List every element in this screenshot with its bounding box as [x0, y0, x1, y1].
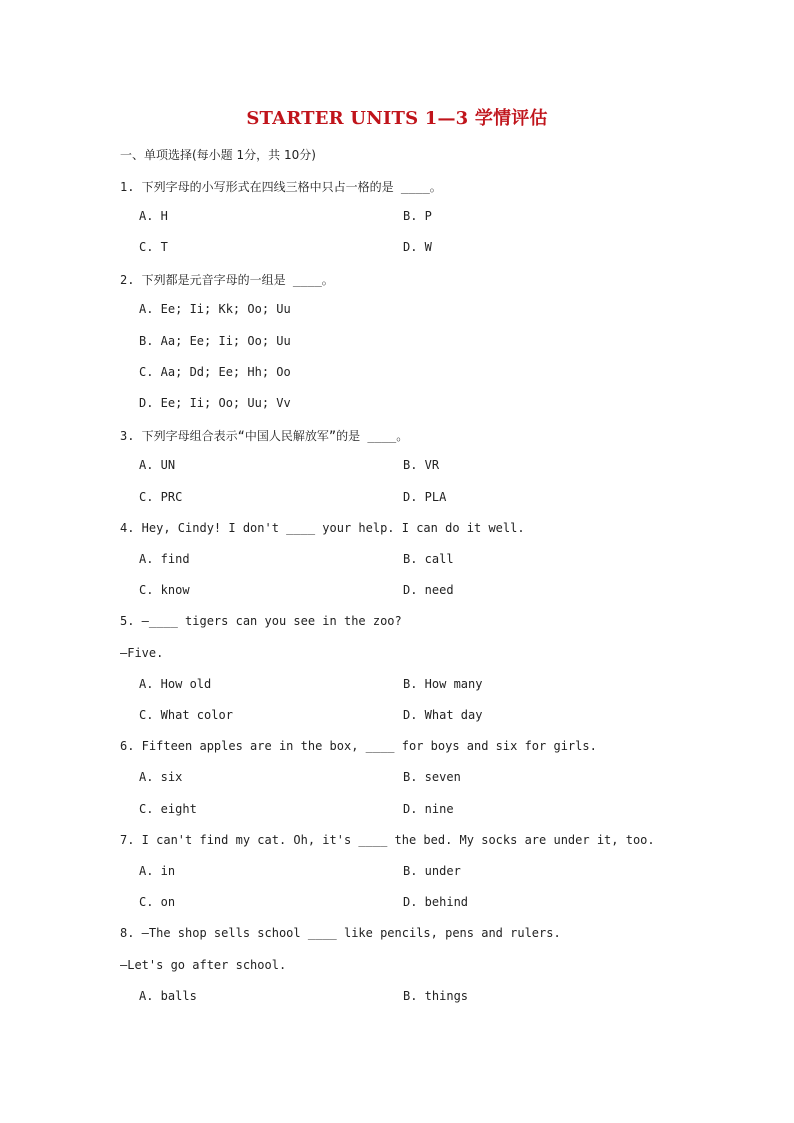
- question-5-reply: —Five.: [120, 646, 164, 660]
- question-1-stem: 1. 下列字母的小写形式在四线三格中只占一格的是 ____。: [120, 180, 442, 194]
- question-3-stem: 3. 下列字母组合表示“中国人民解放军”的是 ____。: [120, 429, 409, 443]
- question-8-option-b: B. things: [403, 989, 469, 1003]
- question-5-stem: 5. —____ tigers can you see in the zoo?: [120, 614, 402, 628]
- question-3-option-c: C. PRC: [139, 490, 183, 504]
- question-1-option-c: C. T: [139, 240, 168, 254]
- question-7-option-d: D. behind: [403, 895, 469, 909]
- question-7-option-a: A. in: [139, 864, 176, 878]
- question-6-option-b: B. seven: [403, 770, 461, 784]
- question-3-option-b: B. VR: [403, 458, 440, 472]
- question-4-option-a: A. find: [139, 552, 190, 566]
- question-5-option-c: C. What color: [139, 708, 233, 722]
- question-6-option-a: A. six: [139, 770, 183, 784]
- question-4-option-d: D. need: [403, 583, 454, 597]
- question-8-option-a: A. balls: [139, 989, 197, 1003]
- question-7-option-c: C. on: [139, 895, 176, 909]
- question-1-option-d: D. W: [403, 240, 432, 254]
- question-2-option-b: B. Aa; Ee; Ii; Oo; Uu: [139, 334, 291, 348]
- question-7-option-b: B. under: [403, 864, 461, 878]
- question-6-option-d: D. nine: [403, 802, 454, 816]
- question-6-option-c: C. eight: [139, 802, 197, 816]
- question-4-option-c: C. know: [139, 583, 190, 597]
- question-6-stem: 6. Fifteen apples are in the box, ____ for boys and six for girls.: [120, 739, 597, 753]
- page-title: STARTER UNITS 1—3 学情评估: [246, 108, 548, 129]
- question-3-option-d: D. PLA: [403, 490, 447, 504]
- question-2-option-a: A. Ee; Ii; Kk; Oo; Uu: [139, 302, 291, 316]
- question-1-option-b: B. P: [403, 209, 432, 223]
- question-4-option-b: B. call: [403, 552, 454, 566]
- section-heading: 一、单项选择(每小题 1分，共 10分): [120, 148, 316, 162]
- question-8-reply: —Let's go after school.: [120, 958, 287, 972]
- question-3-option-a: A. UN: [139, 458, 176, 472]
- question-5-option-d: D. What day: [403, 708, 483, 722]
- question-4-stem: 4. Hey, Cindy! I don't ____ your help. I can do it well.: [120, 521, 525, 535]
- question-5-option-a: A. How old: [139, 677, 212, 691]
- question-8-stem: 8. —The shop sells school ____ like pencils, pens and rulers.: [120, 926, 561, 940]
- question-1-option-a: A. H: [139, 209, 168, 223]
- question-2-stem: 2. 下列都是元音字母的一组是 ____。: [120, 273, 334, 287]
- question-2-option-c: C. Aa; Dd; Ee; Hh; Oo: [139, 365, 291, 379]
- question-7-stem: 7. I can't find my cat. Oh, it's ____ the bed. My socks are under it, too.: [120, 833, 655, 847]
- question-2-option-d: D. Ee; Ii; Oo; Uu; Vv: [139, 396, 291, 410]
- question-5-option-b: B. How many: [403, 677, 483, 691]
